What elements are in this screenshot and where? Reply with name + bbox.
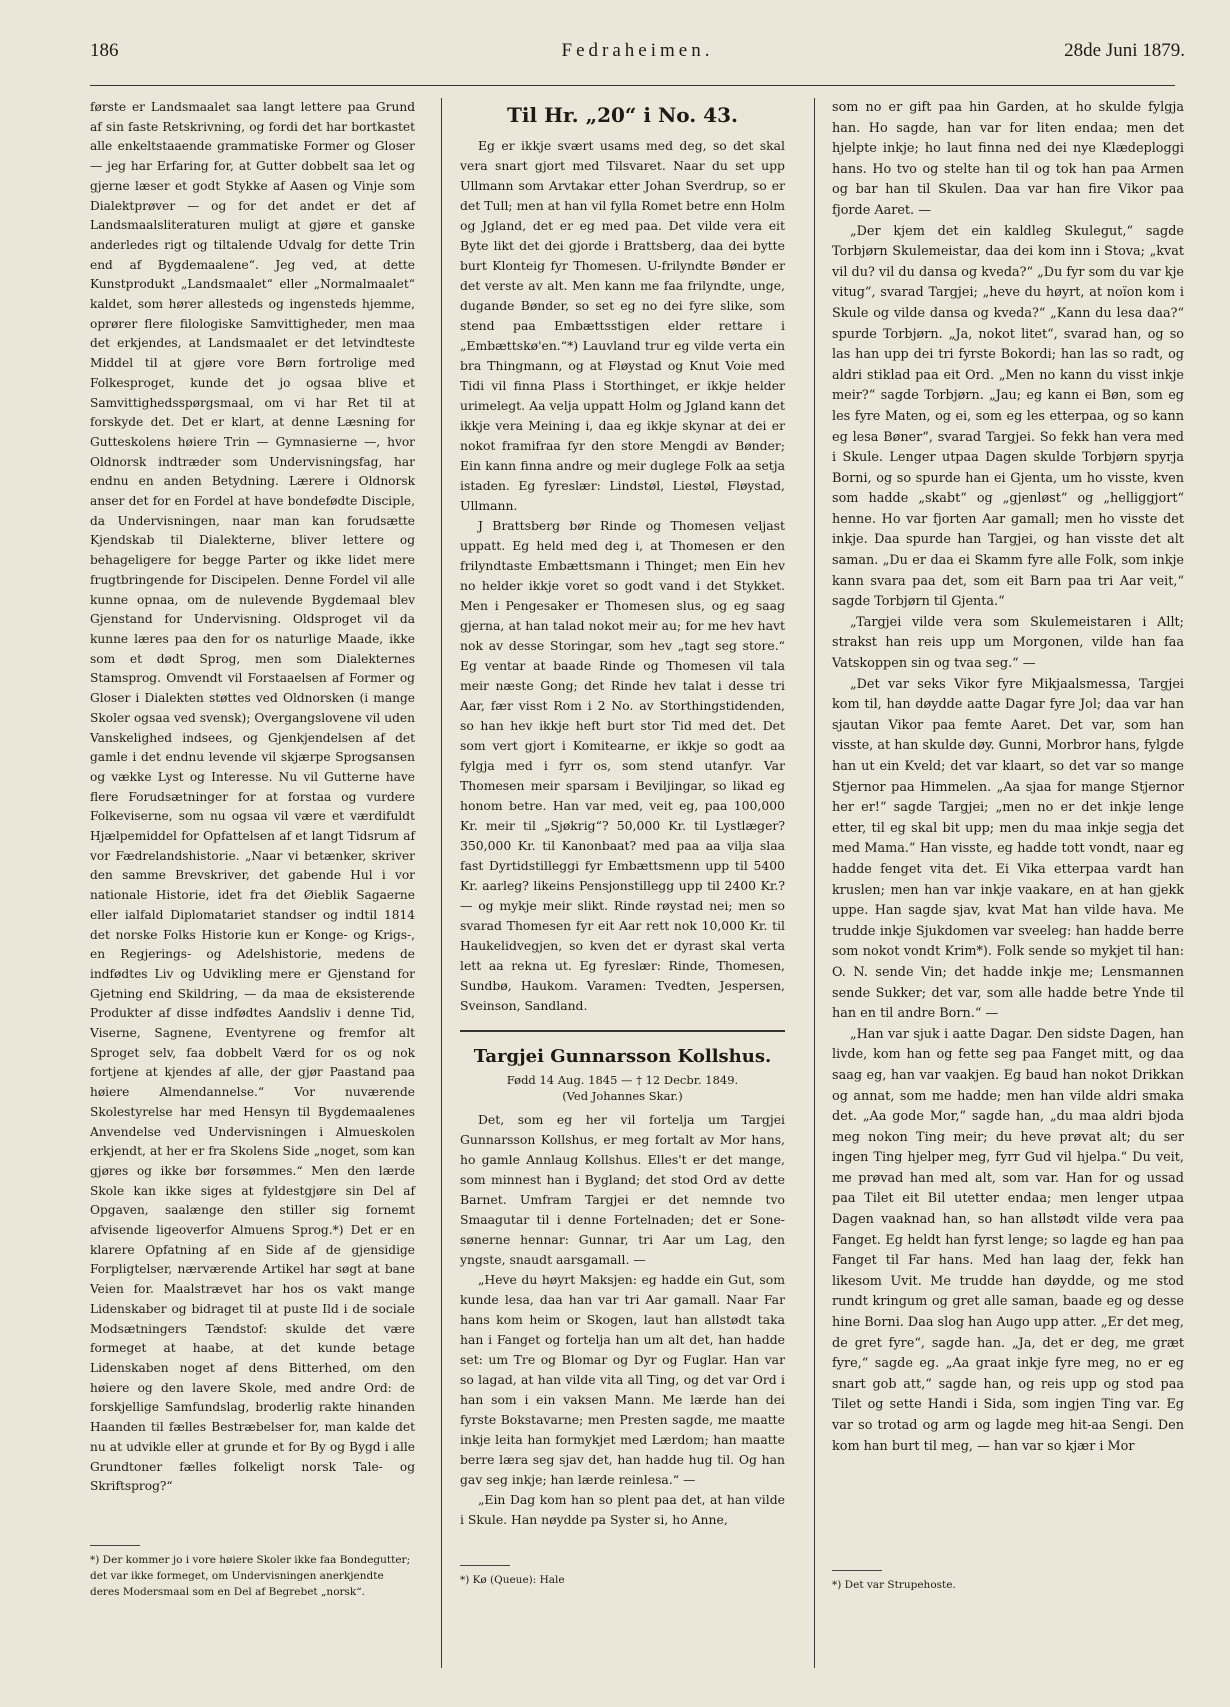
- masthead-title: Fedraheimen.: [561, 40, 714, 61]
- story-heading: Targjei Gunnarsson Kollshus.: [473, 1046, 772, 1067]
- column-3-footnote-block: [832, 1570, 1184, 1593]
- story-paragraph: „Han var sjuk i aatte Dagar. Den sidste Dagen, han livde, kom han og fette seg paa Fanget mitt, og daa saag eg, han var vaakjen. Eg baud han nokot Drikkan og annat, som me hadde; men han vilde aldri smaka det. „Aa gode Mor,“ sagde han, „du maa aldri bjoda meg nokon Ting meir; du heve prøvat alt; du ser ingen Ting hjelper meg, fyrr Gud vil hjelpa.“ Du veit, me prøvad han med alt, som var. Han for og ussad paa Tilet eit Bil utetter endaa; men lenger utpaa Dagen vaaknad han, so han allstødt vilde vera paa Fanget. Eg heldt han fyrst lenge; so lagde eg han paa Fanget til Far hans. Med han laag der, fekk han likesom Uvit. Me trudde han døydde, og me stod rundt kringum og gret alle saman, baade eg og desse hine Borni. Daa slog han Augo upp atter. „Er det meg, de gret fyre“, sagde han. „Ja, det er deg, me græt fyre,“ sagde eg. „Aa graat inkje fyre meg, no er eg snart gob att,“ sagde han, og reis upp og stod paa Tilet og sette Handi i Sida, som ingjen Ting var. Eg var so trotad og arm og lagde meg hit-aa Sengi. Den kom han burt til meg, — han var so kjær i Mor: [832, 1026, 1184, 1454]
- column-2: [460, 98, 785, 1530]
- column-1-footnote-block: [90, 1545, 415, 1600]
- article-paragraph: første er Landsmaalet saa langt lettere paa Grund af sin faste Retskrivning, og fordi det har bortkastet alle enkeltstaaende grammatiske Former og Gloser — jeg har Erfaring for, at Gutter dobbelt saa let og gjerne læser et godt Stykke af Aasen og Vinje som Dialektprøver — og for det andet er det af Landsmaalsliteraturen muligt at gjøre et ganske anderledes rigt og tiltalende Udvalg for dette Trin end af Bygdemaalene“. Jeg ved, at dette Kunstprodukt „Landsmaalet“ eller „Normalmaalet“ kaldet, som hører allesteds og ingensteds hjemme, oprører flere filologiske Samvittigheder, men maa det erkjendes, at Landsmaalet er det letvindteste Middel til at gjøre vore Børn fortrolige med Folkesproget, kunde det jo ogsaa blive et Samvittighedsspørgsmaal, om vi har Ret til at forskyde det. Det er klart, at denne Læsning for Gutteskolens høiere Trin — Gymnasierne —, hvor Oldnorsk indtræder som Undervisningsfag, har endnu en anden Betydning. Lærere i Oldnorsk anser det for en Fordel at have bondefødte Disciple, da Undervisningen, naar man kan forudsætte Kjendskab til Dialekterne, bliver lettere og behageligere for begge Parter og ikke lidet mere frugtbringende for Discipelen. Denne Fordel vil alle kunne opnaa, om de nulevende Bygdemaal blev Gjenstand for Undervisning. Oldsproget vil da kunne læres paa den for os naturlige Maade, ikke som et dødt Sprog, men som Dialekternes Stamsprog. Omvendt vil Forstaaelsen af Former og Gloser i Dialekten støttes ved Oldnorsken (i mange Skoler ogsaa ved svensk); Overgangslovene vil uden Vanskelighed indsees, og Gjenkjendelsen af det gamle i det endnu levende vil skjærpe Sprogsansen og vække Lyst og Interesse. Nu vil Gutterne have flere Forudsætninger for at forstaa og vurdere Folkeviserne, som nu ogsaa vil være et værdifuldt Hjælpemiddel for Opfattelsen af et langt Tidsrum af vor Fædrelandshistorie. „Naar vi betænker, skriver den samme Brevskriver, det gabende Hul i vor nationale Historie, idet fra det Øieblik Sagaerne eller ialfald Diplomatariet standser og indtil 1814 det norske Folks Historie kun er Konge- og Krigs-, en Regjerings- og Adelshistorie, medens de indfødtes Liv og Udvikling mere er Gjenstand for Gjetning end Skildring, — da maa de eksisterende Produkter af disse indfødtes Aandsliv i denne Tid, Viserne, Sagnene, Eventyrene og fremfor alt Sproget selv, faa dobbelt Værd for os og nok fortjene at kjendes af alle, der gjør Paastand paa høiere Almendannelse.“ Vor nuværende Skolestyrelse har med Hensyn til Bygdemaalenes Anvendelse ved Undervisningen i Almueskolen erkjendt, at her er fra Skolens Side „noget, som kan gjøres og ikke bør forsømmes.“ Men den lærde Skole kan ikke siges at fyldestgjøre sin Del af Opgaven, saalænge den stiller sig fornemt afvisende ligeoverfor Almuens Sprog.*) Det er en klarere Opfatning af en Side af de gjensidige Forpligtelser, nærværende Artikel har søgt at bane Veien for. Maalstrævet har hos os vakt mange Lidenskaber og bidraget til at puste Ild i de sociale Modsætningers Tændstof: skulde det være formeget at haabe, at det kunde betage Lidenskaben noget af dens Bitterhed, om den høiere og den lavere Skole, med andre Ord: de forskjellige Samfundslag, broderlig rakte hinanden Haanden til fælles Bestræbelser for, man kalde det nu at udvikle eller at grunde et for By og Bygd i alle Grundtoner fælles folkeligt norsk Tale- og Skriftsprog?“: [90, 100, 415, 1494]
- article-divider: [460, 1030, 785, 1032]
- article-paragraph: Eg er ikkje svært usams med deg, so det skal vera snart gjort med Tilsvaret. Naar du set upp Ullmann som Arvtakar etter Johan Sverdrup, so er det Tull; men at han vil fylla Romet betre enn Holm og Jgland, det er eg med paa. Det vilde vera eit Byte likt det dei gjorde i Brattsberg, daa dei bytte burt Klonteig fyr Thomesen. U-frilyndte Bønder er det verste av alt. Men kann me faa frilyndte, unge, dugande Bønder, so set eg no dei fyre slike, som stend paa Embættsstigen elder rettare i „Embættskø'en.“*) Lauvland trur eg vilde verta ein bra Thingmann, og at Fløystad og Knut Voie med Tidi vil finna Plass i Storthinget, er ikkje helder urimelegt. Aa velja uppatt Holm og Jgland kann det ikkje vera Meining i, daa eg ikkje skynar at dei er nokot framifraa fyr den store Mengdi av Bønder; Ein kann finna andre og meir duglege Folk aa setja istaden. Eg fyreslær: Lindstøl, Liestøl, Fløystad, Ullmann.: [460, 138, 785, 513]
- article-paragraph: J Brattsberg bør Rinde og Thomesen veljast uppatt. Eg held med deg i, at Thomesen er den frilyndtaste Embættsmann i Thinget; men Ein hev no helder ikkje voret so godt vand i det Stykket. Men i Pengesaker er Thomesen slus, og eg saag gjerna, at han talad nokot meir au; for me hev havt nok av desse Storingar, som hev „tagt seg store.“ Eg ventar at baade Rinde og Thomesen vil tala meir næste Gong; det Rinde hev talat i desse tri Aar, fær visst Rom i 2 No. av Storthingstidenden, so han hev ikkje heft burt stor Tid med det. Det som vert gjort i Komitearne, er ikkje so godt aa fylgja med i fyrr os, som stend utanfyr. Var Thomesen meir sparsam i Beviljingar, so likad eg honom betre. Han var med, veit eg, paa 100,000 Kr. meir til „Sjøkrig“? 50,000 Kr. til Lystlæger? 350,000 Kr. til Kanonbaat? med paa aa vilja slaa fast Dyrtidstilleggi fyr Embættsmenn upp til 5400 Kr. aarleg? likeins Pensjonstillegg upp til 2400 Kr.? — og mykje meir slikt. Rinde røystad nei; men so svarad Thomesen fyr eit Aar rett nok 10,000 Kr. til Haukelidvegjen, so kven det er dyrast skal verta lett aa rekna ut. Eg fyreslær: Rinde, Thomesen, Sundbø, Haukom. Varamen: Tvedten, Jespersen, Sveinson, Sandland.: [460, 518, 785, 1013]
- issue-date: 28de Juni 1879.: [1064, 40, 1185, 61]
- page-number: 186: [90, 40, 119, 61]
- article-heading: Til Hr. „20“ i No. 43.: [507, 103, 738, 127]
- footnote: *) Kø (Queue): Hale: [460, 1574, 565, 1586]
- story-dates: Fødd 14 Aug. 1845 — † 12 Decbr. 1849.: [506, 1073, 739, 1087]
- story-paragraph: „Det var seks Vikor fyre Mikjaalsmessa, Targjei kom til, han døydde aatte Dagar fyre Jol; daa var han sjautan Vikor paa femte Aaret. Det var, som han visste, at han skulde døy. Gunni, Morbror hans, fylgde han ut ein Kveld; det var klaart, so det var so mange Stjernor paa Himmelen. „Aa sjaa for mange Stjernor her er!“ sagde Targjei; „men no er det inkje lenge etter, til eg skal bit upp; men du maa inkje segja det med Mama.“ Han visste, eg hadde tott vondt, naar eg hadde fenget vita det. Ei Vika etterpaa vardt han kruslen; men han var inkje vaakare, en at han gjekk uppe. Han sagde sjav, kvat Mat han vilde hava. Me trudde inkje Sjukdomen var sveeleg: han hadde berre som nokot vondt Krim*). Folk sende so mykjet til han: O. N. sende Vin; det hadde inkje me; Lensmannen sende Sukker; det var, som alle hadde betre Ynde til han en til andre Born.“ —: [832, 676, 1184, 1022]
- story-paragraph: „Targjei vilde vera som Skulemeistaren i Allt; strakst han reis upp um Morgonen, vilde han faa Vatskoppen sin og tvaa seg.“ —: [832, 614, 1184, 672]
- footnote-rule: [460, 1565, 510, 1566]
- footnote: *) Der kommer jo i vore høiere Skoler ikke faa Bondegutter; det var ikke formeget, om Undervisningen anerkjendte deres Modersmaal som en Del af Begrebet „norsk“.: [90, 1554, 411, 1598]
- footnote: *) Det var Strupehoste.: [832, 1579, 956, 1591]
- story-paragraph: som no er gift paa hin Garden, at ho skulde fylgja han. Ho sagde, han var for liten endaa; men det hjelpte inkje; ho laut finna ned dei nye Klædeploggi hans. Ho tvo og stelte han til og tok han paa Armen og bar han til Skulen. Daa var han fire Vikor paa fjorde Aaret. —: [832, 100, 1184, 218]
- column-divider: [441, 98, 442, 1668]
- story-paragraph: „Der kjem det ein kaldleg Skulegut,“ sagde Torbjørn Skulemeistar, daa dei kom inn i Stova; „kvat vil du? vil du dansa og kveda?“ „Du fyr som du var kje vitug“, svarad Targjei; „heve du høyrt, at noïon kom i Skule og vilde dansa og kveda?“ „Kann du lesa daa?“ spurde Torbjørn. „Ja, nokot litet“, svarad han, og so las han upp dei tri fyrste Bokordi; han las so radt, og aldri stiklad paa eit Ord. „Men no kann du visst inkje meir?“ sagde Torbjørn. „Jau; eg kann ei Bøn, som eg les fyre Maten, og ei, som eg les etterpaa, og so kann eg lesa Bøner“, svarad Targjei. So fekk han vera med i Skule. Lenger utpaa Dagen skulde Torbjørn spyrja Borni, og so spurde han ei Gjenta, um ho visste, kven som hadde „skabt“ og „gjenløst“ og „helliggjort“ henne. Ho var fjorten Aar gamall; men ho visste det inkje. Daa spurde han Targjei, og han visste det alt saman. „Du er daa ei Skamm fyre alle Folk, som inkje kann svara paa det, som eit Barn paa tri Aar veit,“ sagde Torbjørn til Gjenta.“: [832, 223, 1184, 610]
- column-3: [832, 98, 1184, 1457]
- story-paragraph: „Heve du høyrt Maksjen: eg hadde ein Gut, som kunde lesa, daa han var tri Aar gamall. Naar Far hans kom heim or Skogen, laut han allstødt taka han i Fanget og fortelja han um alt det, han hadde set: um Tre og Blomar og Dyr og Fuglar. Han var so lagad, at han vilde vita all Ting, og det var Ord i han som i ein vaksen Mann. Me lærde han dei fyrste Bokstavarne; men Presten sagde, me maatte inkje leita han formykjet med Lærdom; han maatte berre læra seg sjav det, han hadde hug til. Og han gav seg inkje; han lærde reinlesa.“ —: [460, 1272, 785, 1487]
- story-paragraph: Det, som eg her vil fortelja um Targjei Gunnarsson Kollshus, er meg fortalt av Mor hans, ho gamle Annlaug Kollshus. Elles't er det mange, som minnest han i Bygland; det stod Ord av dette Barnet. Umfram Targjei er det nemnde tvo Smaagutar til i denne Fortelnaden; det er Sone-sønerne hennar: Gunnar, tri Aar um Lag, den yngste, snaudt aarsgamall. —: [460, 1112, 785, 1267]
- footnote-rule: [832, 1570, 882, 1571]
- story-paragraph: „Ein Dag kom han so plent paa det, at han vilde i Skule. Han nøydde pa Syster si, ho Anne,: [460, 1492, 785, 1527]
- column-divider: [814, 98, 815, 1668]
- column-1: [90, 98, 415, 1497]
- column-2-footnote-block: [460, 1565, 785, 1588]
- story-byline: (Ved Johannes Skar.): [562, 1089, 683, 1103]
- header-rule: [90, 85, 1175, 86]
- footnote-rule: [90, 1545, 140, 1546]
- page-header: [90, 36, 1185, 66]
